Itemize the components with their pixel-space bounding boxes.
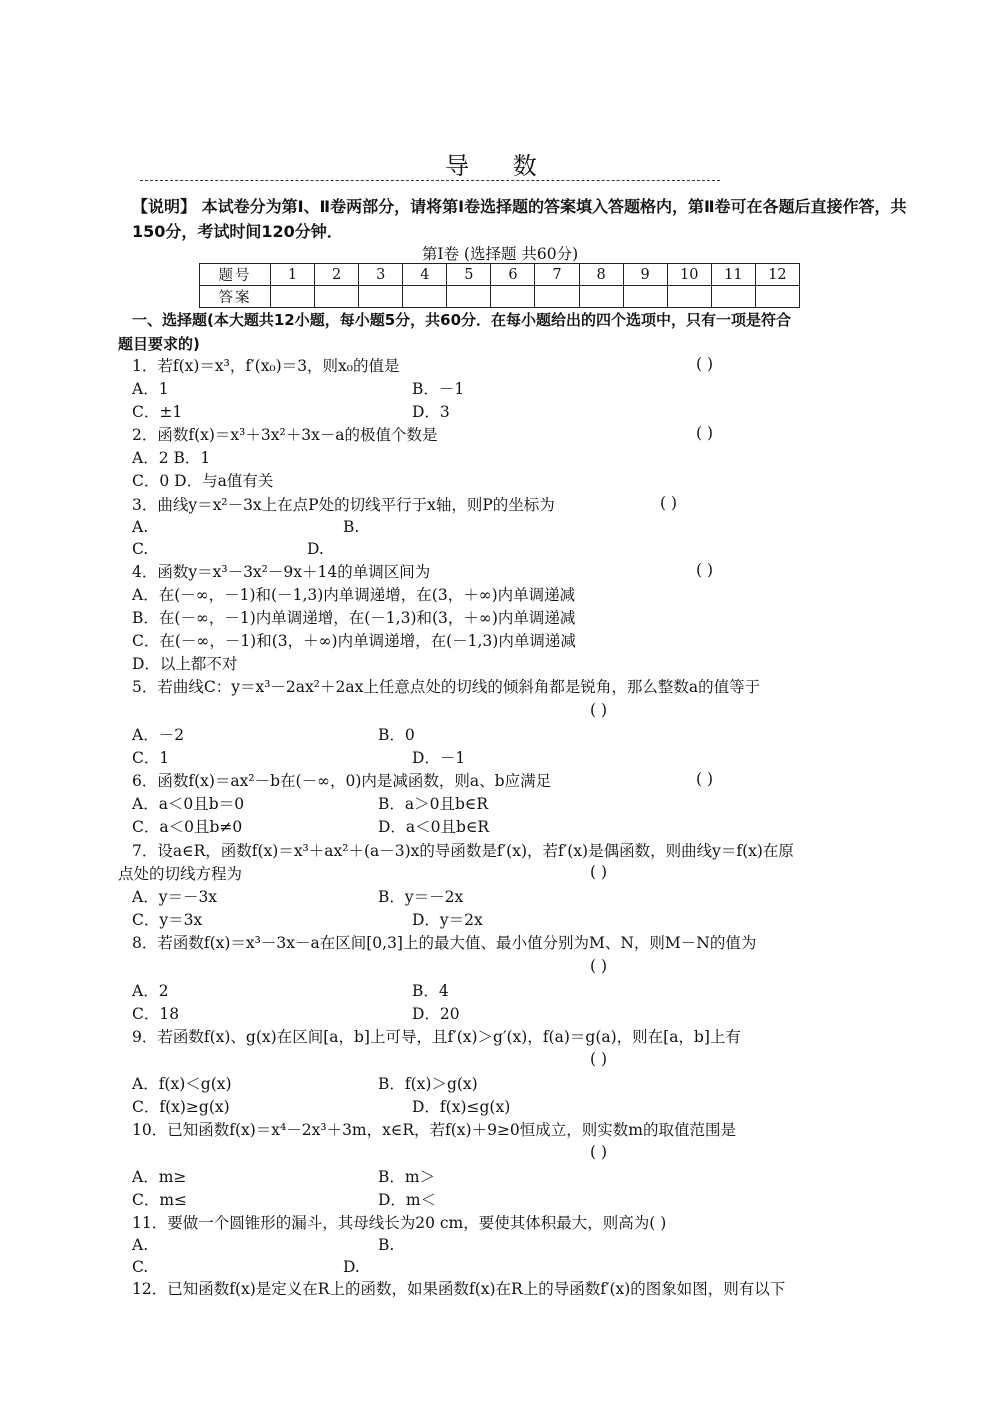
answer-grid-answer-row [200,286,800,308]
answer-bracket: ( ) [590,957,608,975]
question-number-cell: 1 [271,264,315,286]
question-number-cell: 3 [359,264,403,286]
answer-bracket: ( ) [696,561,714,579]
title-divider [140,180,720,181]
question-number-cell: 6 [491,264,535,286]
option-c: C．1 [132,749,170,767]
question-number-cell: 11 [711,264,755,286]
instructions-note: 【说明】 本试卷分为第Ⅰ、Ⅱ卷两部分，请将第Ⅰ卷选择题的答案填入答题格内，第Ⅱ卷可在各题后直接作答，共150分，考试时间120分钟． [132,197,907,241]
option-b: B．m＞ [378,1168,436,1186]
question-number-cell: 8 [579,264,623,286]
answer-cell[interactable] [711,286,755,308]
option-d: D．a＜0且b∈R [378,818,490,836]
option-c: C．在(－∞，－1)和(3，＋∞)内单调递增，在(－1,3)内单调递减 [132,632,576,650]
answer-cell[interactable] [447,286,491,308]
question-number-cell: 4 [403,264,447,286]
page-title: 导 数 [445,152,555,180]
question-11-stem: 11．要做一个圆锥形的漏斗，其母线长为20 cm，要使其体积最大，则高为( ) [132,1214,667,1232]
answer-bracket: ( ) [660,494,678,512]
answer-bracket: ( ) [696,355,714,373]
option-b: B．f(x)＞g(x) [378,1075,478,1093]
answer-cell[interactable] [491,286,535,308]
answer-cell[interactable] [579,286,623,308]
part1-heading: 第Ⅰ卷 (选择题 共60分) [421,245,579,263]
question-5-stem: 5．若曲线C：y＝x³－2ax²＋2ax上任意点处的切线的倾斜角都是锐角，那么整数a的值等于 [132,678,761,696]
option-a: A．在(－∞，－1)和(－1,3)内单调递增，在(3，＋∞)内单调递减 [132,586,576,604]
option-c: C．a＜0且b≠0 [132,818,243,836]
option-c: C．±1 [132,403,183,421]
option-d: D．3 [412,403,450,421]
question-number-cell: 7 [535,264,579,286]
option-b: B．4 [412,982,449,1000]
question-6-stem: 6．函数f(x)＝ax²－b在(－∞，0)内是减函数，则a、b应满足 [132,772,552,790]
question-number-cell: 12 [755,264,799,286]
row-label-answer: 答案 [200,286,271,308]
question-number-cell: 2 [315,264,359,286]
option-d: D．－1 [412,749,466,767]
option-a: A．m≥ [132,1168,187,1186]
question-7-stem-line1: 7．设a∈R，函数f(x)＝x³＋ax²＋(a－3)x的导函数是f′(x)，若f′(x)是偶函数，则曲线y＝f(x)在原 [132,842,794,860]
option-d: D. [307,540,324,558]
option-a: A．2 [132,982,169,1000]
row-label-number: 题号 [200,264,271,286]
question-9-stem: 9．若函数f(x)、g(x)在区间[a，b]上可导，且f′(x)＞g′(x)，f(a)＝g(a)，则在[a，b]上有 [132,1028,741,1046]
option-ab: A．2 B．1 [132,449,211,467]
answer-bracket: ( ) [696,424,714,442]
question-2-stem: 2．函数f(x)＝x³＋3x²＋3x－a的极值个数是 [132,426,438,444]
option-b: B．－1 [412,380,465,398]
option-d: D．y＝2x [412,911,483,929]
answer-bracket: ( ) [590,863,608,881]
option-b: B. [343,518,360,536]
option-a: A. [132,518,149,536]
answer-cell[interactable] [403,286,447,308]
question-number-cell: 5 [447,264,491,286]
option-c: C. [132,540,149,558]
question-7-stem-line2: 点处的切线方程为 [118,865,243,883]
option-b: B．0 [378,726,415,744]
question-number-cell: 10 [667,264,711,286]
answer-bracket: ( ) [590,1050,608,1068]
option-d: D．f(x)≤g(x) [412,1098,511,1116]
question-number-cell: 9 [623,264,667,286]
answer-bracket: ( ) [696,770,714,788]
option-a: A．a＜0且b＝0 [132,795,245,813]
answer-grid-number-row [200,264,800,286]
option-a: A．1 [132,380,169,398]
answer-cell[interactable] [359,286,403,308]
option-d: D．m＜ [378,1191,437,1209]
option-b: B．在(－∞，－1)内单调递增，在(－1,3)和(3，＋∞)内单调递减 [132,609,576,627]
option-a: A．－2 [132,726,185,744]
option-b: B. [378,1236,395,1254]
answer-cell[interactable] [535,286,579,308]
option-c: C．18 [132,1005,180,1023]
option-cd: C．0 D．与a值有关 [132,472,274,490]
question-3-stem: 3．曲线y＝x²－3x上在点P处的切线平行于x轴，则P的坐标为 [132,496,555,514]
option-d: D. [343,1258,360,1276]
section1-heading-line1: 一、选择题(本大题共12小题，每小题5分，共60分．在每小题给出的四个选项中，只有一项是符合 [132,311,792,329]
answer-bracket: ( ) [590,1143,608,1161]
option-c: C. [132,1258,149,1276]
answer-cell[interactable] [755,286,799,308]
answer-cell[interactable] [271,286,315,308]
answer-bracket: ( ) [590,701,608,719]
question-8-stem: 8．若函数f(x)＝x³－3x－a在区间[0,3]上的最大值、最小值分别为M、N，则M－N的值为 [132,934,757,952]
option-c: C．m≤ [132,1191,188,1209]
answer-cell[interactable] [315,286,359,308]
question-10-stem: 10．已知函数f(x)＝x⁴－2x³＋3m，x∈R，若f(x)＋9≥0恒成立，则实数m的取值范围是 [132,1121,736,1139]
answer-cell[interactable] [667,286,711,308]
question-12-stem: 12．已知函数f(x)是定义在R上的函数，如果函数f(x)在R上的导函数f′(x)的图象如图，则有以下 [132,1280,786,1298]
option-d: D．以上都不对 [132,655,238,673]
answer-grid [199,263,800,308]
option-a: A. [132,1236,149,1254]
option-b: B．y＝－2x [378,888,464,906]
option-c: C．f(x)≥g(x) [132,1098,230,1116]
question-4-stem: 4．函数y＝x³－3x²－9x＋14的单调区间为 [132,563,431,581]
option-d: D．20 [412,1005,460,1023]
option-b: B．a＞0且b∈R [378,795,489,813]
option-c: C．y＝3x [132,911,203,929]
question-1-stem: 1．若f(x)＝x³，f′(x₀)＝3，则x₀的值是 [132,357,400,375]
section1-heading-line2: 题目要求的) [118,335,200,353]
option-a: A．y＝－3x [132,888,218,906]
answer-cell[interactable] [623,286,667,308]
option-a: A．f(x)＜g(x) [132,1075,232,1093]
